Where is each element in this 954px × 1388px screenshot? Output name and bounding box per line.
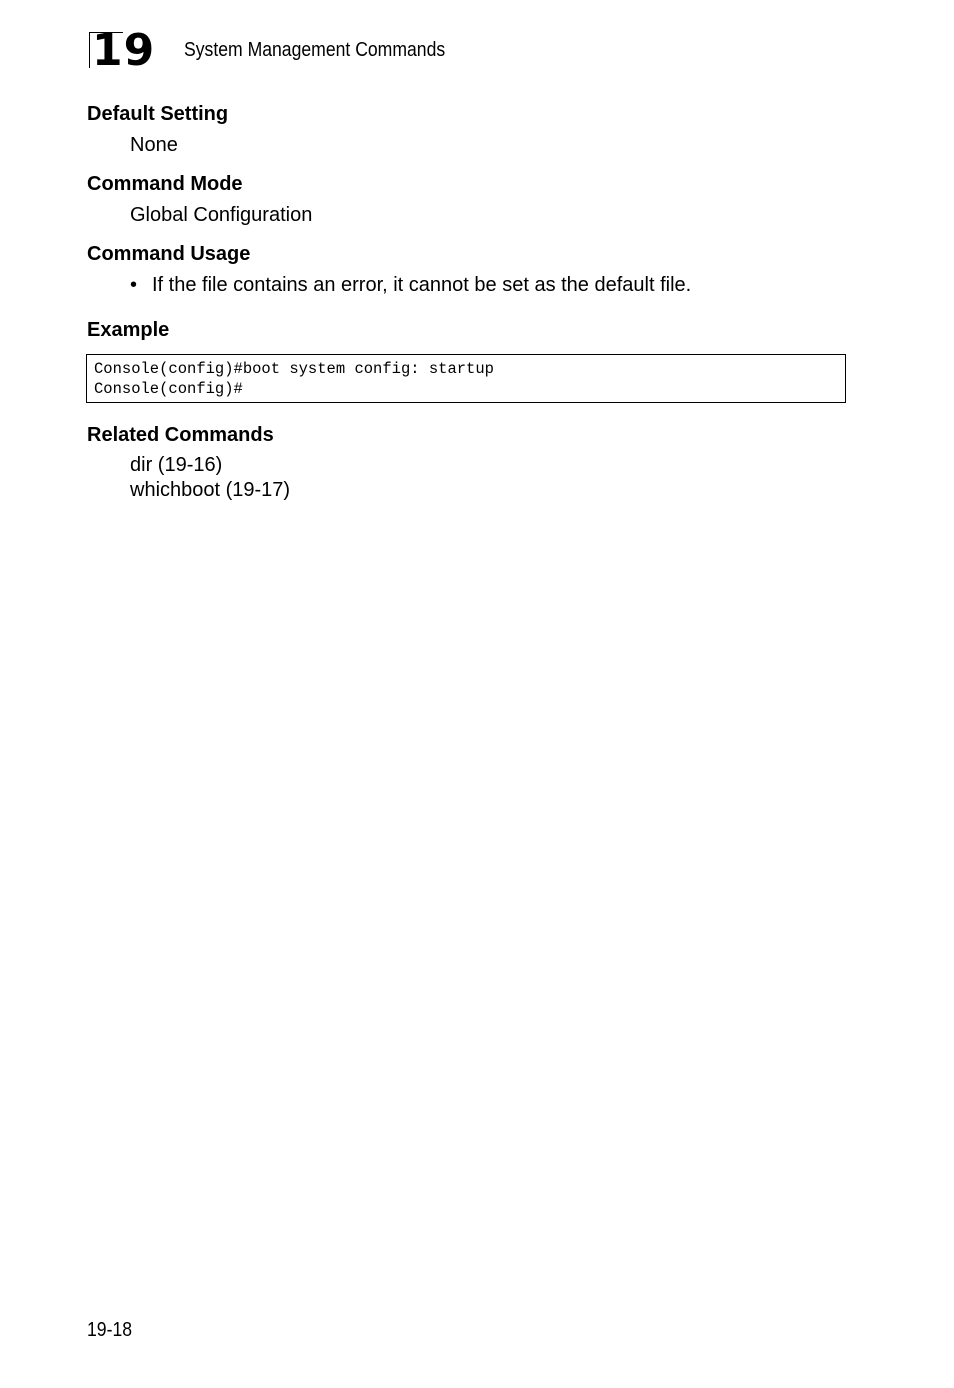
page-number: 19-18	[87, 1319, 133, 1341]
related-command-link[interactable]: whichboot (19-17)	[130, 479, 291, 501]
command-mode-value: Global Configuration	[130, 204, 313, 226]
chapter-number: 19	[92, 25, 156, 76]
code-line: Console(config)#	[94, 380, 243, 398]
command-usage-item	[130, 273, 691, 297]
running-title: System Management Commands	[184, 39, 446, 61]
default-setting-heading: Default Setting	[87, 103, 229, 125]
related-command-link[interactable]: dir (19-16)	[130, 454, 223, 476]
related-commands-heading: Related Commands	[87, 424, 274, 446]
command-usage-heading: Command Usage	[87, 243, 251, 265]
default-setting-value: None	[130, 134, 178, 156]
command-mode-heading: Command Mode	[87, 173, 243, 195]
code-line: Console(config)#boot system config: startup	[94, 360, 494, 378]
example-code-block	[86, 354, 846, 403]
bullet-icon: •	[130, 274, 138, 296]
example-heading: Example	[87, 319, 170, 341]
command-usage-item-text: If the file contains an error, it cannot be set as the default file.	[152, 274, 692, 296]
